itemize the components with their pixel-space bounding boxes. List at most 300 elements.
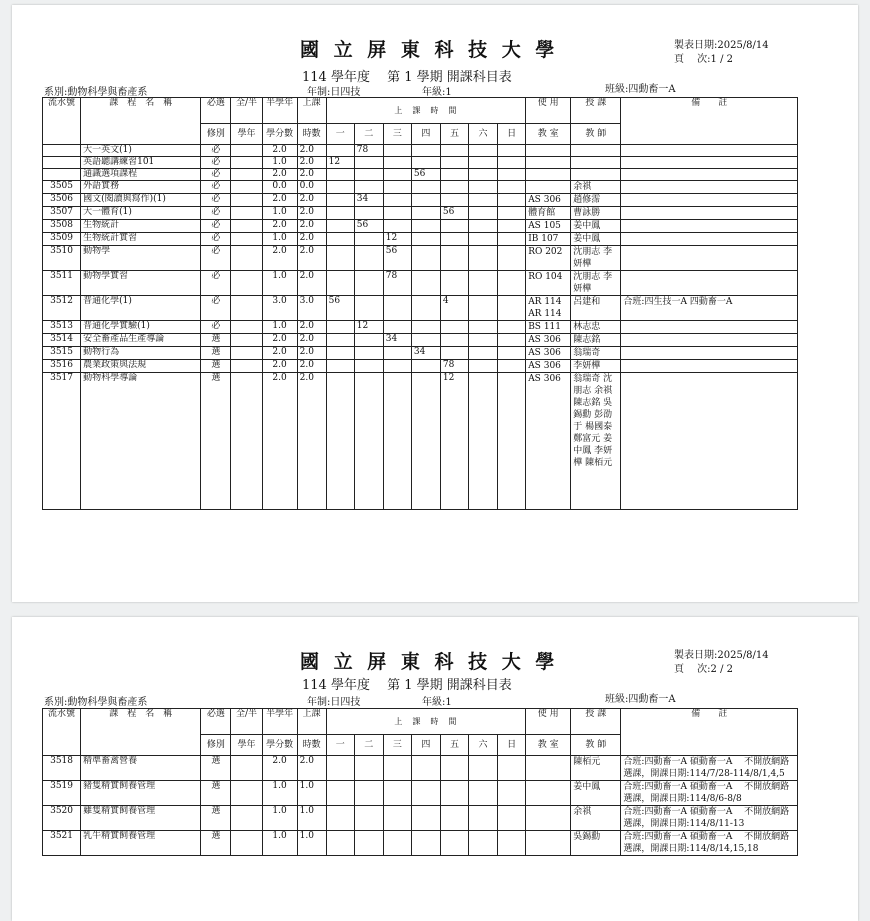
hours-cell: 2.0 — [297, 207, 326, 220]
day-slot-cell — [326, 207, 354, 220]
day-slot-cell — [498, 296, 526, 321]
serial-cell: 3506 — [43, 194, 81, 207]
header-credits: 半學年 — [262, 98, 297, 124]
teacher-cell: 陳志銘 — [571, 334, 621, 347]
room-cell: BS 111 — [526, 321, 571, 334]
day-slot-cell: 56 — [383, 246, 411, 271]
header-course: 課 程 名 稱 — [81, 98, 201, 145]
required-type-cell: 必 — [201, 157, 231, 169]
teacher-cell: 姜中鳳 — [571, 781, 621, 806]
day-slot-cell — [326, 220, 354, 233]
serial-cell: 3512 — [43, 296, 81, 321]
course-name-cell: 外語實務 — [81, 181, 201, 194]
full-half-cell — [231, 271, 262, 296]
day-slot-cell: 34 — [383, 334, 411, 347]
day-slot-cell — [326, 233, 354, 246]
full-half-cell — [231, 347, 262, 360]
credits-cell: 1.0 — [262, 806, 297, 831]
header-day-tue: 二 — [354, 735, 383, 756]
day-slot-cell — [498, 145, 526, 157]
teacher-cell: 林志忠 — [571, 321, 621, 334]
required-type-cell: 選 — [201, 831, 231, 856]
day-slot-cell — [354, 181, 383, 194]
class-label: 班級:四動畜一A — [605, 694, 676, 705]
day-slot-cell — [326, 756, 354, 781]
room-cell: RO 202 — [526, 246, 571, 271]
header-teacher: 授 課 — [571, 709, 621, 735]
required-type-cell: 選 — [201, 756, 231, 781]
course-row — [43, 360, 798, 373]
day-slot-cell: 56 — [440, 207, 468, 220]
required-type-cell: 必 — [201, 321, 231, 334]
course-name-cell: 動物科學導論 — [81, 373, 201, 510]
print-date: 製表日期:2025/8/14 — [674, 650, 769, 661]
full-half-cell — [231, 831, 262, 856]
required-type-cell: 必 — [201, 296, 231, 321]
header-hours: 上課 — [297, 98, 326, 124]
course-name-cell: 豬隻精實飼養管理 — [81, 781, 201, 806]
remarks-cell — [621, 169, 798, 181]
hours-cell: 2.0 — [297, 246, 326, 271]
day-slot-cell — [440, 334, 468, 347]
day-slot-cell — [354, 233, 383, 246]
day-slot-cell — [326, 181, 354, 194]
day-slot-cell — [468, 373, 497, 510]
course-row — [43, 207, 798, 220]
day-slot-cell — [440, 831, 468, 856]
term-title: 114 學年度 第 1 學期 開課科目表 — [302, 678, 512, 693]
header-full-half: 全/半 — [231, 709, 262, 735]
serial-cell: 3518 — [43, 756, 81, 781]
day-slot-cell — [411, 334, 440, 347]
full-half-cell — [231, 145, 262, 157]
day-slot-cell — [326, 271, 354, 296]
teacher-cell: 吳錫勳 — [571, 831, 621, 856]
schedule-page-2 — [12, 617, 858, 921]
header-day-fri: 五 — [440, 735, 468, 756]
teacher-cell: 姜中鳳 — [571, 220, 621, 233]
day-slot-cell — [411, 296, 440, 321]
day-slot-cell — [468, 194, 497, 207]
full-half-cell — [231, 296, 262, 321]
day-slot-cell — [326, 246, 354, 271]
remarks-cell — [621, 233, 798, 246]
header-schedule: 上 課 時 間 — [326, 709, 526, 735]
header-day-thu: 四 — [411, 735, 440, 756]
day-slot-cell — [383, 756, 411, 781]
course-name-cell: 精準畜禽營養 — [81, 756, 201, 781]
credits-cell: 2.0 — [262, 373, 297, 510]
course-row — [43, 781, 798, 806]
day-slot-cell: 56 — [354, 220, 383, 233]
day-slot-cell — [383, 347, 411, 360]
day-slot-cell — [498, 831, 526, 856]
hours-cell: 2.0 — [297, 194, 326, 207]
header-serial: 流水號 — [43, 709, 81, 756]
credits-cell: 0.0 — [262, 181, 297, 194]
department-label: 系別:動物科學與畜產系 — [44, 697, 148, 708]
credits-cell: 1.0 — [262, 207, 297, 220]
day-slot-cell — [326, 373, 354, 510]
remarks-cell — [621, 360, 798, 373]
department-label: 系別:動物科學與畜產系 — [44, 87, 148, 98]
day-slot-cell — [383, 360, 411, 373]
hours-cell: 3.0 — [297, 296, 326, 321]
hours-cell: 2.0 — [297, 373, 326, 510]
serial-cell: 3505 — [43, 181, 81, 194]
day-slot-cell — [411, 194, 440, 207]
day-slot-cell — [354, 781, 383, 806]
day-slot-cell — [411, 181, 440, 194]
room-cell: 體育館 — [526, 207, 571, 220]
day-slot-cell — [383, 194, 411, 207]
day-slot-cell — [326, 831, 354, 856]
credits-cell: 2.0 — [262, 347, 297, 360]
day-slot-cell — [498, 233, 526, 246]
full-half-cell — [231, 246, 262, 271]
day-slot-cell — [411, 207, 440, 220]
room-cell — [526, 145, 571, 157]
day-slot-cell — [468, 271, 497, 296]
day-slot-cell — [411, 157, 440, 169]
day-slot-cell — [440, 756, 468, 781]
serial-cell: 3508 — [43, 220, 81, 233]
course-name-cell: 大一英文(1) — [81, 145, 201, 157]
course-name-cell: 普通化學(1) — [81, 296, 201, 321]
teacher-cell: 陳栢元 — [571, 756, 621, 781]
serial-cell: 3519 — [43, 781, 81, 806]
day-slot-cell — [440, 321, 468, 334]
credits-cell: 2.0 — [262, 756, 297, 781]
day-slot-cell — [383, 157, 411, 169]
header-day-fri: 五 — [440, 124, 468, 145]
header-required-2: 修別 — [201, 735, 231, 756]
day-slot-cell — [383, 181, 411, 194]
day-slot-cell — [498, 157, 526, 169]
credits-cell: 1.0 — [262, 157, 297, 169]
header-room-2: 教 室 — [526, 124, 571, 145]
day-slot-cell: 12 — [383, 233, 411, 246]
required-type-cell: 必 — [201, 271, 231, 296]
day-slot-cell — [354, 334, 383, 347]
day-slot-cell — [468, 233, 497, 246]
required-type-cell: 選 — [201, 806, 231, 831]
day-slot-cell — [498, 334, 526, 347]
day-slot-cell — [468, 334, 497, 347]
serial-cell: 3509 — [43, 233, 81, 246]
day-slot-cell — [411, 271, 440, 296]
room-cell — [526, 831, 571, 856]
day-slot-cell — [440, 194, 468, 207]
day-slot-cell — [468, 831, 497, 856]
course-row — [43, 194, 798, 207]
course-name-cell: 動物學 — [81, 246, 201, 271]
credits-cell: 1.0 — [262, 321, 297, 334]
header-room: 使 用 — [526, 98, 571, 124]
header-day-sat: 六 — [468, 124, 497, 145]
full-half-cell — [231, 334, 262, 347]
course-name-cell: 國文(閱讀與寫作)(1) — [81, 194, 201, 207]
hours-cell: 2.0 — [297, 271, 326, 296]
required-type-cell: 選 — [201, 347, 231, 360]
day-slot-cell — [468, 321, 497, 334]
day-slot-cell — [498, 756, 526, 781]
day-slot-cell — [354, 756, 383, 781]
day-slot-cell — [468, 220, 497, 233]
day-slot-cell — [498, 181, 526, 194]
teacher-cell: 翁瑞奇 沈朋志 余祺 陳志銘 吳錫勳 彭劭于 楊國泰 鄭富元 姜中鳳 李妍樺 陳栢元 — [571, 373, 621, 510]
full-half-cell — [231, 233, 262, 246]
course-row — [43, 157, 798, 169]
header-room-2: 教 室 — [526, 735, 571, 756]
header-room: 使 用 — [526, 709, 571, 735]
day-slot-cell — [498, 194, 526, 207]
teacher-cell: 翁瑞奇 — [571, 347, 621, 360]
header-hours: 上課 — [297, 709, 326, 735]
serial-cell: 3507 — [43, 207, 81, 220]
course-name-cell: 大一體育(1) — [81, 207, 201, 220]
day-slot-cell — [326, 194, 354, 207]
day-slot-cell — [498, 806, 526, 831]
credits-cell: 2.0 — [262, 194, 297, 207]
day-slot-cell — [383, 207, 411, 220]
class-label: 班級:四動畜一A — [605, 84, 676, 95]
day-slot-cell — [498, 347, 526, 360]
day-slot-cell: 12 — [326, 157, 354, 169]
day-slot-cell — [411, 220, 440, 233]
required-type-cell: 必 — [201, 207, 231, 220]
remarks-cell — [621, 220, 798, 233]
hours-cell: 2.0 — [297, 334, 326, 347]
day-slot-cell: 34 — [354, 194, 383, 207]
university-title: 國 立 屏 東 科 技 大 學 — [300, 39, 559, 61]
serial-cell: 3521 — [43, 831, 81, 856]
remarks-cell: 合班:四動畜一A 碩動畜一A 不開放網路選課，開課日期:114/8/6-8/8 — [621, 781, 798, 806]
remarks-cell — [621, 347, 798, 360]
day-slot-cell — [411, 145, 440, 157]
header-remarks: 備 註 — [621, 98, 798, 145]
remarks-cell — [621, 334, 798, 347]
day-slot-cell — [468, 145, 497, 157]
course-name-cell: 安全畜產品生產導論 — [81, 334, 201, 347]
credits-cell: 2.0 — [262, 246, 297, 271]
page-number: 頁 次:2 / 2 — [674, 664, 733, 675]
day-slot-cell — [498, 360, 526, 373]
hours-cell: 1.0 — [297, 806, 326, 831]
day-slot-cell — [440, 271, 468, 296]
hours-cell: 1.0 — [297, 781, 326, 806]
day-slot-cell — [383, 220, 411, 233]
teacher-cell: 沈朋志 李妍樺 — [571, 271, 621, 296]
course-name-cell: 動物學實習 — [81, 271, 201, 296]
day-slot-cell — [468, 360, 497, 373]
day-slot-cell — [468, 756, 497, 781]
serial-cell: 3513 — [43, 321, 81, 334]
header-full-half-2: 學年 — [231, 735, 262, 756]
day-slot-cell — [411, 756, 440, 781]
course-row — [43, 334, 798, 347]
room-cell: AS 306 — [526, 194, 571, 207]
header-day-tue: 二 — [354, 124, 383, 145]
full-half-cell — [231, 781, 262, 806]
day-slot-cell — [411, 233, 440, 246]
required-type-cell: 必 — [201, 233, 231, 246]
header-teacher: 授 課 — [571, 98, 621, 124]
day-slot-cell — [498, 373, 526, 510]
room-cell — [526, 756, 571, 781]
header-teacher-2: 教 師 — [571, 735, 621, 756]
course-row — [43, 296, 798, 321]
day-slot-cell — [440, 781, 468, 806]
hours-cell: 0.0 — [297, 181, 326, 194]
day-slot-cell — [440, 806, 468, 831]
day-slot-cell — [326, 781, 354, 806]
day-slot-cell — [498, 246, 526, 271]
course-name-cell: 普通化學實驗(1) — [81, 321, 201, 334]
course-row — [43, 347, 798, 360]
header-day-thu: 四 — [411, 124, 440, 145]
teacher-cell — [571, 157, 621, 169]
credits-cell: 3.0 — [262, 296, 297, 321]
serial-cell: 3517 — [43, 373, 81, 510]
full-half-cell — [231, 321, 262, 334]
day-slot-cell — [440, 220, 468, 233]
serial-cell — [43, 145, 81, 157]
day-slot-cell — [411, 373, 440, 510]
header-hours-2: 時數 — [297, 124, 326, 145]
course-row — [43, 145, 798, 157]
header-day-sun: 日 — [498, 735, 526, 756]
day-slot-cell — [354, 831, 383, 856]
day-slot-cell — [411, 831, 440, 856]
day-slot-cell — [498, 220, 526, 233]
required-type-cell: 必 — [201, 220, 231, 233]
course-table — [42, 97, 798, 510]
header-day-sun: 日 — [498, 124, 526, 145]
hours-cell: 2.0 — [297, 233, 326, 246]
term-title: 114 學年度 第 1 學期 開課科目表 — [302, 70, 512, 85]
day-slot-cell — [411, 806, 440, 831]
day-slot-cell: 78 — [440, 360, 468, 373]
remarks-cell: 合班:四動畜一A 碩動畜一A 不開放網路選課，開課日期:114/8/14,15,18 — [621, 831, 798, 856]
required-type-cell: 選 — [201, 781, 231, 806]
day-slot-cell — [383, 806, 411, 831]
full-half-cell — [231, 373, 262, 510]
room-cell: IB 107 — [526, 233, 571, 246]
hours-cell: 2.0 — [297, 220, 326, 233]
required-type-cell: 選 — [201, 360, 231, 373]
room-cell — [526, 181, 571, 194]
day-slot-cell — [383, 781, 411, 806]
day-slot-cell — [326, 347, 354, 360]
day-slot-cell — [440, 233, 468, 246]
credits-cell: 1.0 — [262, 781, 297, 806]
day-slot-cell — [383, 169, 411, 181]
day-slot-cell — [326, 806, 354, 831]
day-slot-cell — [354, 806, 383, 831]
course-row — [43, 831, 798, 856]
room-cell — [526, 169, 571, 181]
credits-cell: 2.0 — [262, 220, 297, 233]
course-name-cell: 通識選項課程 — [81, 169, 201, 181]
day-slot-cell — [354, 246, 383, 271]
header-required: 必選 — [201, 709, 231, 735]
header-hours-2: 時數 — [297, 735, 326, 756]
hours-cell: 1.0 — [297, 831, 326, 856]
teacher-cell: 曹詠勝 — [571, 207, 621, 220]
header-credits-2: 學分數 — [262, 735, 297, 756]
required-type-cell: 必 — [201, 194, 231, 207]
course-row — [43, 181, 798, 194]
day-slot-cell — [383, 321, 411, 334]
credits-cell: 2.0 — [262, 334, 297, 347]
full-half-cell — [231, 806, 262, 831]
room-cell — [526, 157, 571, 169]
hours-cell: 2.0 — [297, 360, 326, 373]
required-type-cell: 選 — [201, 373, 231, 510]
day-slot-cell — [440, 347, 468, 360]
hours-cell: 2.0 — [297, 347, 326, 360]
day-slot-cell — [326, 145, 354, 157]
remarks-cell — [621, 246, 798, 271]
hours-cell: 2.0 — [297, 157, 326, 169]
room-cell: AS 105 — [526, 220, 571, 233]
serial-cell: 3520 — [43, 806, 81, 831]
day-slot-cell: 78 — [383, 271, 411, 296]
required-type-cell: 必 — [201, 181, 231, 194]
remarks-cell — [621, 373, 798, 510]
day-slot-cell: 12 — [354, 321, 383, 334]
day-slot-cell: 78 — [354, 145, 383, 157]
header-day-wed: 三 — [383, 124, 411, 145]
course-name-cell: 乳牛精實飼養管理 — [81, 831, 201, 856]
day-slot-cell — [354, 271, 383, 296]
teacher-cell: 余祺 — [571, 181, 621, 194]
room-cell: AR 114 AR 114 — [526, 296, 571, 321]
day-slot-cell — [468, 207, 497, 220]
day-slot-cell — [468, 347, 497, 360]
teacher-cell: 姜中鳳 — [571, 233, 621, 246]
day-slot-cell — [440, 246, 468, 271]
day-slot-cell — [354, 296, 383, 321]
full-half-cell — [231, 207, 262, 220]
full-half-cell — [231, 220, 262, 233]
required-type-cell: 選 — [201, 334, 231, 347]
teacher-cell: 沈朋志 李妍樺 — [571, 246, 621, 271]
day-slot-cell: 34 — [411, 347, 440, 360]
remarks-cell — [621, 145, 798, 157]
course-name-cell: 動物行為 — [81, 347, 201, 360]
credits-cell: 2.0 — [262, 169, 297, 181]
day-slot-cell — [326, 334, 354, 347]
system-label: 年制:日四技 — [307, 697, 361, 708]
header-full-half-2: 學年 — [231, 124, 262, 145]
header-day-sat: 六 — [468, 735, 497, 756]
header-required: 必選 — [201, 98, 231, 124]
remarks-cell — [621, 181, 798, 194]
header-remarks: 備 註 — [621, 709, 798, 756]
day-slot-cell: 12 — [440, 373, 468, 510]
day-slot-cell — [411, 360, 440, 373]
system-label: 年制:日四技 — [307, 87, 361, 98]
remarks-cell — [621, 157, 798, 169]
teacher-cell — [571, 145, 621, 157]
day-slot-cell — [498, 781, 526, 806]
required-type-cell: 必 — [201, 145, 231, 157]
header-credits-2: 學分數 — [262, 124, 297, 145]
day-slot-cell — [354, 373, 383, 510]
day-slot-cell: 56 — [411, 169, 440, 181]
